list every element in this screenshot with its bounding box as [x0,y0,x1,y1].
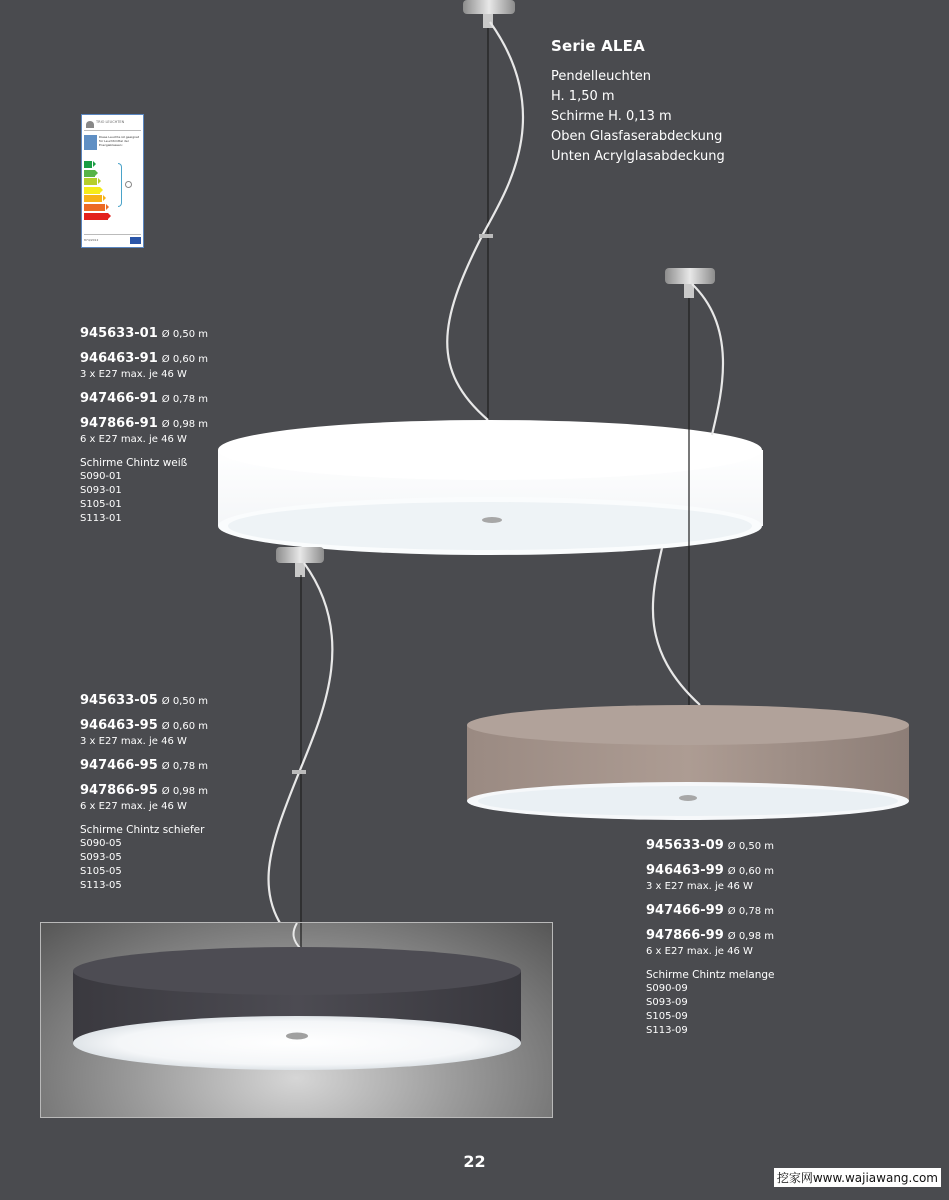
eu-flag-icon [130,237,141,244]
spec-bottom-cover: Unten Acrylglasabdeckung [551,149,725,164]
melange-article-block [646,838,775,1038]
article-number: 947866-95 [80,783,158,798]
shade-title: Schirme Chintz weiß [80,457,188,469]
article-number: 945633-01 [80,326,158,341]
slate-article-block [80,693,208,893]
article-row [646,838,775,855]
shade-code: S093-05 [80,852,122,863]
white-article-block [80,326,208,526]
article-diameter: Ø 0,78 m [161,761,209,772]
shade-code: S105-01 [80,499,122,510]
article-diameter: Ø 0,78 m [727,906,775,917]
shade-code: S093-01 [80,485,122,496]
energy-class-bar [84,195,102,202]
spec-top-cover: Oben Glasfaserabdeckung [551,129,723,144]
article-number: 945633-09 [646,838,724,853]
article-number: 947466-99 [646,903,724,918]
article-row [80,351,208,368]
energy-label [81,114,144,248]
shade-title: Schirme Chintz schiefer [80,824,205,836]
spec-type: Pendelleuchten [551,69,652,84]
energy-class-bar [84,213,108,220]
series-title: Serie ALEA [551,37,645,55]
article-row [80,718,208,735]
shade-code: S105-05 [80,866,122,877]
shade-code: S113-05 [80,880,122,891]
watermark: 挖家网www.wajiawang.com [774,1168,941,1187]
energy-class-bars [84,161,108,221]
article-row [80,693,208,710]
regulation-code: 874/2012 [84,238,99,242]
page-number: 22 [463,1152,486,1171]
article-row [646,928,775,945]
article-diameter: Ø 0,98 m [161,419,209,430]
article-diameter: Ø 0,60 m [161,354,209,365]
article-row [80,758,208,775]
energy-label-footer [84,234,141,245]
article-row [80,416,208,433]
spec-shade-height: Schirme H. 0,13 m [551,109,672,124]
energy-class-bar [84,178,97,185]
article-power: 6 x E27 max. je 46 W [80,801,187,812]
shade-code: S105-09 [646,1011,688,1022]
energy-label-header [84,118,141,131]
shade-code: S090-01 [80,471,122,482]
article-number: 947466-95 [80,758,158,773]
shade-code: S113-01 [80,513,122,524]
shade-title: Schirme Chintz melange [646,969,775,981]
energy-class-bar [84,204,105,211]
article-number: 946463-95 [80,718,158,733]
article-number: 946463-91 [80,351,158,366]
energy-class-bar [84,170,95,177]
energy-class-bar [84,187,100,194]
article-power: 6 x E27 max. je 46 W [646,946,753,957]
article-row [80,391,208,408]
article-diameter: Ø 0,78 m [161,394,209,405]
article-row [646,903,775,920]
article-power: 3 x E27 max. je 46 W [646,881,753,892]
shade-code: S090-09 [646,983,688,994]
article-row [80,326,208,343]
energy-label-text: Diese Leuchte ist geeignet für Leuchtmittel der Energieklassen: [99,135,140,147]
article-row [80,783,208,800]
brace-icon [118,163,122,207]
article-number: 947866-91 [80,416,158,431]
article-diameter: Ø 0,98 m [161,786,209,797]
brand-logo-icon [86,121,94,128]
article-power: 6 x E27 max. je 46 W [80,434,187,445]
product-photo [40,922,553,1118]
article-diameter: Ø 0,98 m [727,931,775,942]
article-power: 3 x E27 max. je 46 W [80,736,187,747]
energy-label-brand: TRIO LEUCHTEN [96,120,125,124]
article-number: 947466-91 [80,391,158,406]
slate-lamp-photo [41,923,552,1117]
article-number: 946463-99 [646,863,724,878]
spec-height: H. 1,50 m [551,89,615,104]
bulb-icon [125,181,132,188]
article-power: 3 x E27 max. je 46 W [80,369,187,380]
article-number: 945633-05 [80,693,158,708]
energy-class-bar [84,161,92,168]
article-diameter: Ø 0,50 m [161,329,209,340]
spec-list [551,67,725,167]
slate-pendant-lamp-cable [269,547,333,948]
article-number: 947866-99 [646,928,724,943]
shade-code: S090-05 [80,838,122,849]
article-diameter: Ø 0,50 m [727,841,775,852]
shade-code: S113-09 [646,1025,688,1036]
lamp-icon [84,135,97,150]
article-row [646,863,775,880]
article-diameter: Ø 0,60 m [727,866,775,877]
article-diameter: Ø 0,50 m [161,696,209,707]
article-diameter: Ø 0,60 m [161,721,209,732]
shade-code: S093-09 [646,997,688,1008]
